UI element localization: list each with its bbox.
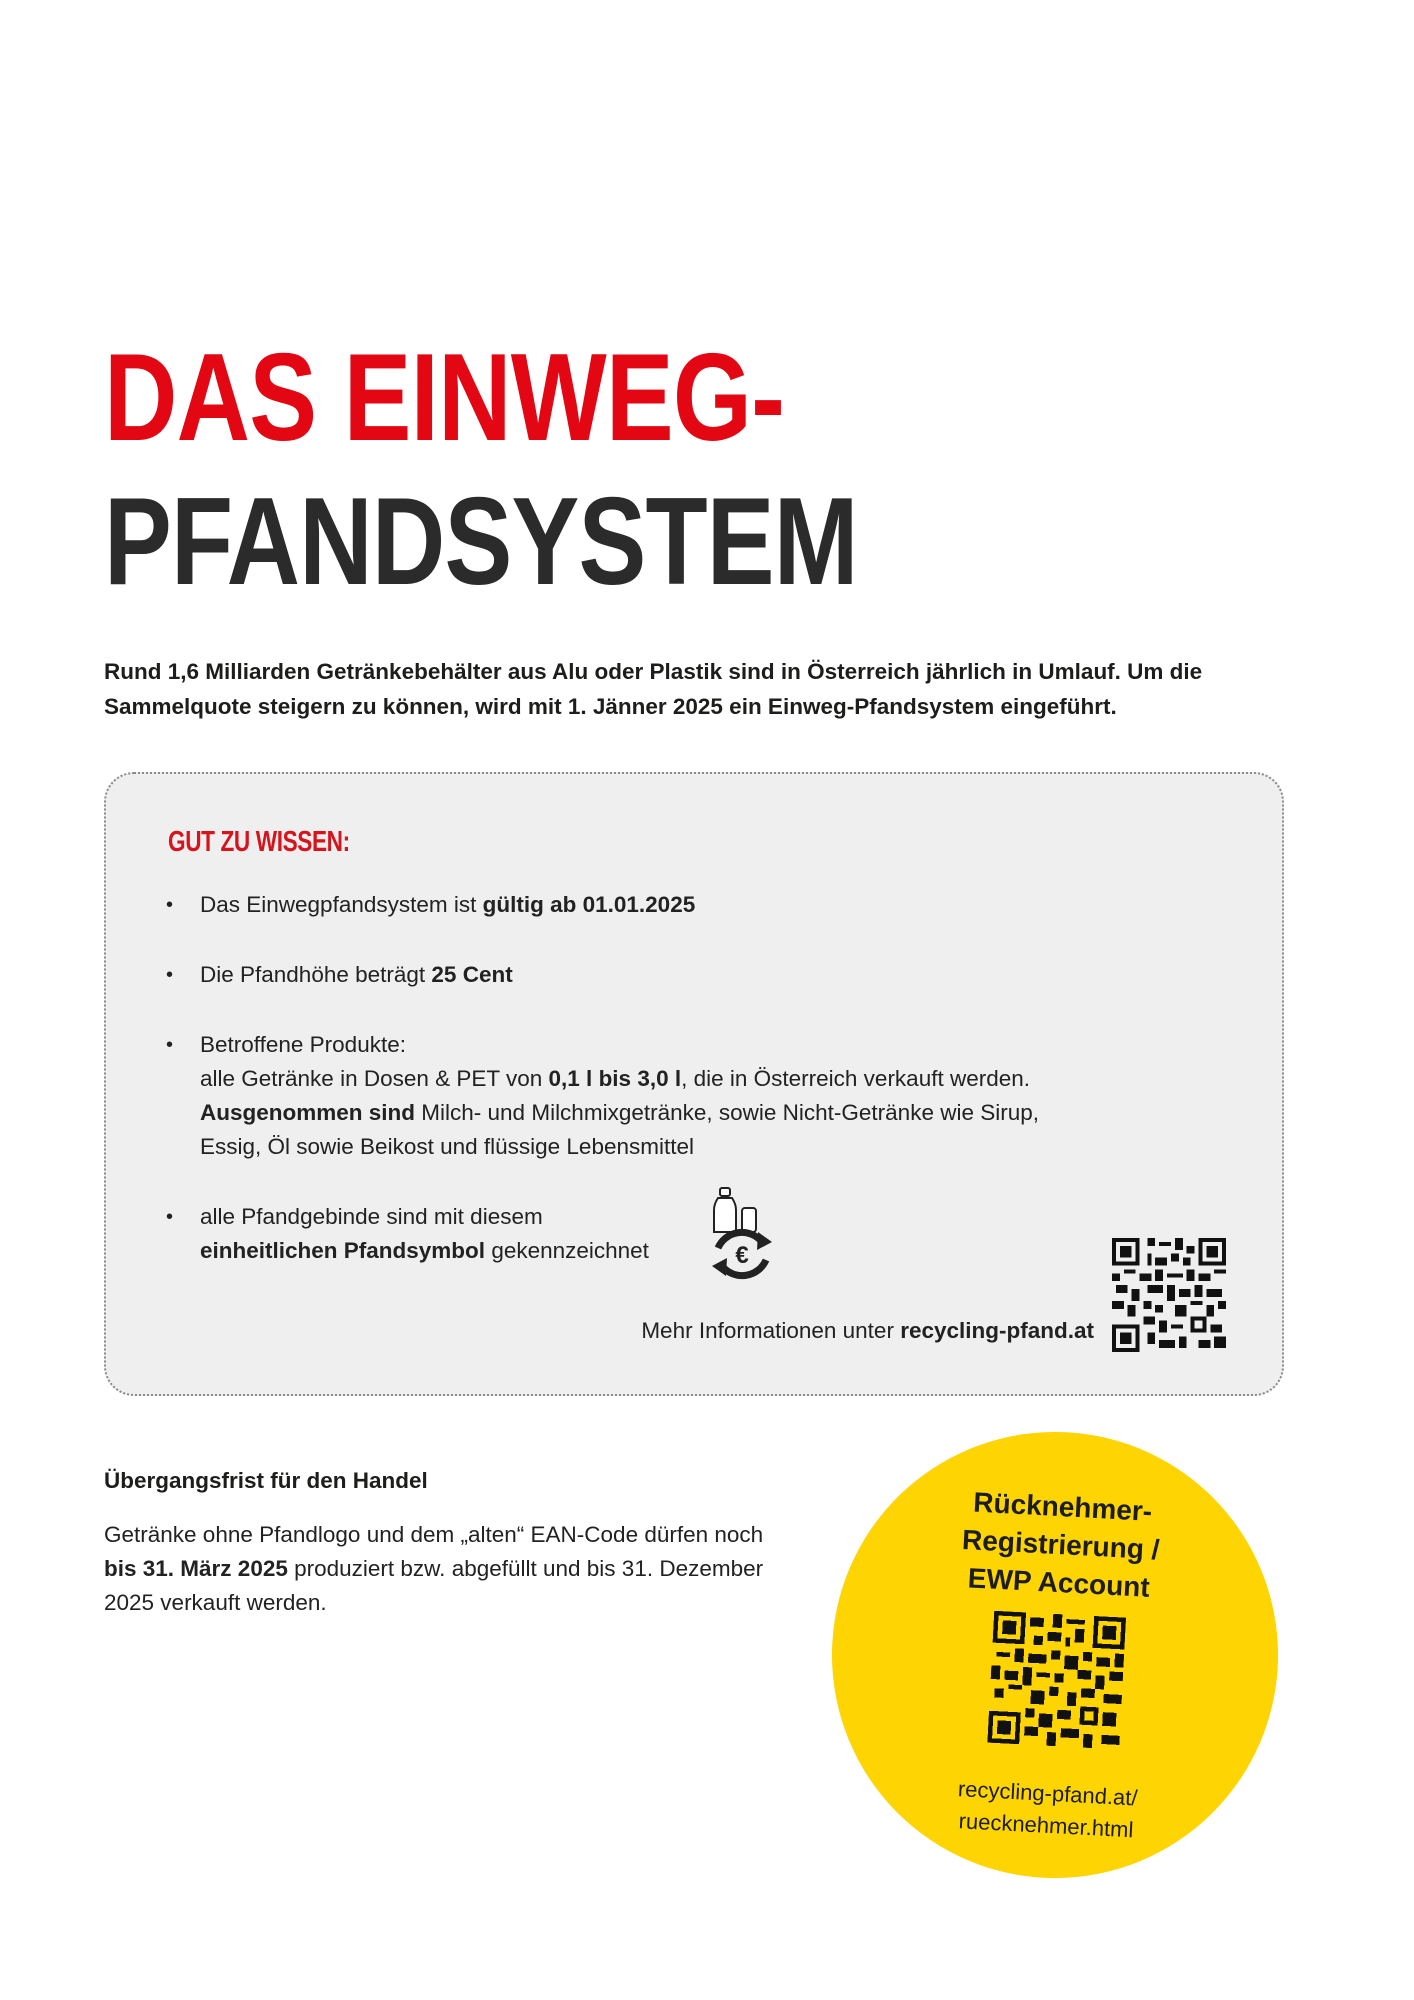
bullet-bold-part: Ausgenommen sind [200, 1100, 416, 1125]
bullet-dot: • [166, 894, 174, 916]
registration-title-line: EWP Account [967, 1562, 1151, 1603]
bullet-text [200, 958, 513, 992]
transition-text [104, 1518, 764, 1620]
bullet-bold-part: gültig ab 01.01.2025 [482, 892, 696, 917]
recycling-pfand-link[interactable]: recycling-pfand.at [900, 1318, 1094, 1343]
bullet-text-part: Betroffene Produkte: [200, 1032, 406, 1057]
intro-text: Rund 1,6 Milliarden Getränkebehälter aus Alu oder Plastik sind in Österreich jährlich in Umlauf. Um die Sammelquote steigern zu können, wird mit 1. Jänner 2025 ein Einweg-Pfandsystem eingeführt. [104, 659, 1203, 719]
bullet-bold-part: 25 Cent [431, 962, 513, 987]
bullet-text [200, 1028, 1039, 1164]
title-line-2: PFANDSYSTEM [104, 473, 858, 611]
more-info-line [641, 1314, 1094, 1348]
registration-title [835, 1477, 1286, 1614]
transition-bold-part: bis 31. März 2025 [104, 1556, 288, 1581]
registration-url[interactable] [823, 1766, 1272, 1853]
registration-url-line[interactable]: recycling-pfand.at/ [957, 1776, 1139, 1811]
transition-heading: Übergangsfrist für den Handel [104, 1468, 428, 1493]
bullet-bold-part: einheitlichen Pfandsymbol [200, 1238, 486, 1263]
bullet-dot: • [166, 1034, 174, 1056]
bullet-text [200, 888, 695, 922]
bullet-validity [166, 888, 695, 922]
registration-url-line[interactable]: ruecknehmer.html [958, 1808, 1135, 1843]
bullet-text-part: alle Pfandgebinde sind mit diesem [200, 1204, 543, 1229]
bullet-text-part: Essig, Öl sowie Beikost und flüssige Lebensmittel [200, 1134, 694, 1159]
bullet-deposit-amount [166, 958, 513, 992]
page-title [104, 326, 858, 614]
transition-text-part: produziert bzw. abgefüllt und bis 31. Dezember 2025 verkauft werden. [104, 1556, 764, 1615]
qr-code-registration[interactable] [987, 1611, 1126, 1750]
bullet-text-part: Das Einwegpfandsystem ist [200, 892, 483, 917]
bullet-text-part: Die Pfandhöhe beträgt [200, 962, 432, 987]
registration-title-line: Rücknehmer- [972, 1486, 1153, 1527]
info-box [104, 772, 1284, 1396]
title-line-1: DAS EINWEG- [104, 329, 785, 467]
info-box-heading: GUT ZU WISSEN: [168, 826, 350, 858]
euro-sign: € [735, 1242, 749, 1269]
bullet-bold-part: 0,1 l bis 3,0 l [548, 1066, 682, 1091]
bullet-text-part: Milch- und Milchmixgetränke, sowie Nicht-Getränke wie Sirup, [415, 1100, 1039, 1125]
qr-code-info[interactable] [1112, 1238, 1226, 1352]
bullet-text-part: alle Getränke in Dosen & PET von [200, 1066, 549, 1091]
bullet-text [200, 1200, 649, 1268]
registration-title-line: Registrierung / [961, 1524, 1161, 1566]
deposit-symbol-icon [702, 1186, 782, 1282]
bullet-dot: • [166, 964, 174, 986]
more-info-prefix: Mehr Informationen unter [641, 1318, 901, 1343]
transition-text-part: Getränke ohne Pfandlogo und dem „alten“ EAN-Code dürfen noch [104, 1522, 764, 1547]
bullet-dot: • [166, 1206, 174, 1228]
bullet-text-part: gekennzeichnet [485, 1238, 649, 1263]
bullet-affected-products [166, 1028, 1039, 1164]
bullet-deposit-symbol [166, 1200, 649, 1268]
bullet-text-part: , die in Österreich verkauft werden. [681, 1066, 1031, 1091]
registration-circle [821, 1421, 1290, 1890]
